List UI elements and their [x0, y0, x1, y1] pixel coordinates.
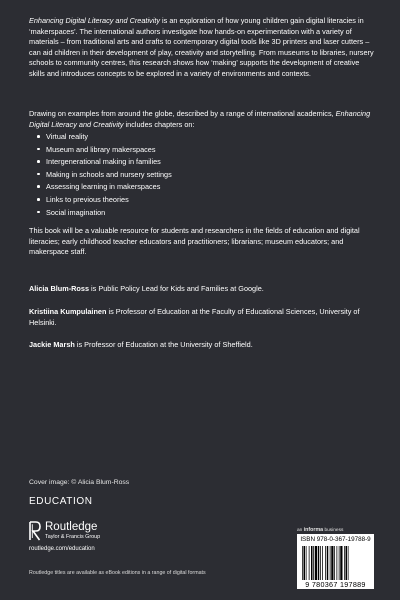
barcode-bar — [315, 546, 317, 580]
informa-tagline: an informa business — [297, 527, 344, 533]
barcode-bar — [311, 546, 313, 580]
publisher-url: routledge.com/education — [29, 546, 95, 552]
chapter-item: Museum and library makerspaces — [37, 144, 172, 157]
barcode-bar — [344, 546, 345, 580]
author-bio-text: is Professor of Education at the Faculty of Educational Sciences, University of Helsinki. — [29, 307, 360, 327]
routledge-logo-icon — [29, 521, 41, 541]
isbn-label: ISBN 978-0-367-19788-9 — [300, 536, 371, 543]
author-bio — [29, 340, 375, 351]
description-intro-text: is an exploration of how young children gain digital literacies in ‘makerspaces’. The international authors investigate how hands-on experimentation with a variety of materials – from traditional arts and crafts to contemporary digital tools like 3D printers and laser cutters – can aid children in their development of play, creativity and storytelling. From museums to libraries, nursery schools to community centres, this research shows how ‘making’ supports the development of creative skills and introduces concepts to be explored in a variety of environments and contexts. — [29, 16, 374, 78]
author-name: Alicia Blum-Ross — [29, 284, 90, 293]
description-chapters-intro — [29, 109, 375, 130]
isbn-digits: 9 780367 197889 — [305, 580, 366, 589]
ebook-note: Routledge titles are available as eBook editions in a range of digital formats — [29, 570, 206, 576]
chapter-item: Assessing learning in makerspaces — [37, 181, 172, 194]
chapter-item: Social imagination — [37, 207, 172, 220]
barcode-bar — [325, 546, 326, 580]
barcode-bar — [339, 546, 340, 580]
publisher-name: Routledge — [45, 521, 98, 533]
publisher-group: Taylor & Francis Group — [45, 534, 101, 540]
barcode-bar — [302, 546, 303, 580]
chapters-intro-start: Drawing on examples from around the globe, described by a range of international academics, — [29, 109, 336, 118]
author-name: Kristiina Kumpulainen — [29, 307, 107, 316]
barcode-bar — [337, 546, 338, 580]
description-intro — [29, 16, 375, 80]
barcode-bar — [309, 546, 310, 580]
cover-credit: Cover image: © Alicia Blum-Ross — [29, 479, 130, 486]
book-title-italic-2: Enhancing Digital Literacy and Creativity — [29, 109, 371, 129]
barcode-bar — [340, 546, 342, 580]
barcode-bar — [318, 546, 320, 580]
chapter-item: Making in schools and nursery settings — [37, 169, 172, 182]
barcode-bar — [346, 546, 348, 580]
barcode-bar — [331, 546, 333, 580]
barcode-icon — [301, 546, 370, 580]
author-bio-text: is Professor of Education at the University of Sheffield. — [74, 340, 253, 349]
barcode-bar — [306, 546, 307, 580]
chapter-list — [37, 131, 172, 219]
chapter-item: Links to previous theories — [37, 194, 172, 207]
barcode-bar — [322, 546, 323, 580]
subject-category: EDUCATION — [29, 496, 93, 507]
chapter-item: Virtual reality — [37, 131, 172, 144]
chapters-intro-end: includes chapters on: — [123, 119, 195, 129]
author-bio — [29, 307, 375, 328]
barcode-bar — [334, 546, 335, 580]
barcode-bar — [330, 546, 331, 580]
informa-brand: informa — [303, 527, 324, 533]
barcode-bar — [313, 546, 314, 580]
author-name: Jackie Marsh — [29, 340, 75, 349]
book-title-italic: Enhancing Digital Literacy and Creativity — [29, 16, 161, 25]
barcode-bar — [327, 546, 329, 580]
barcode-bar — [320, 546, 321, 580]
author-bio-text: is Public Policy Lead for Kids and Families at Google. — [89, 284, 264, 293]
barcode-bar — [348, 546, 349, 580]
chapter-item: Intergenerational making in families — [37, 156, 172, 169]
barcode-bar — [304, 546, 306, 580]
barcode-panel — [297, 534, 374, 589]
audience-paragraph: This book will be a valuable resource for students and researchers in the fields of education and digital literacies; early childhood teacher educators and practitioners; librarians; museum educators; and makerspace staff. — [29, 226, 360, 257]
author-bio — [29, 284, 375, 295]
